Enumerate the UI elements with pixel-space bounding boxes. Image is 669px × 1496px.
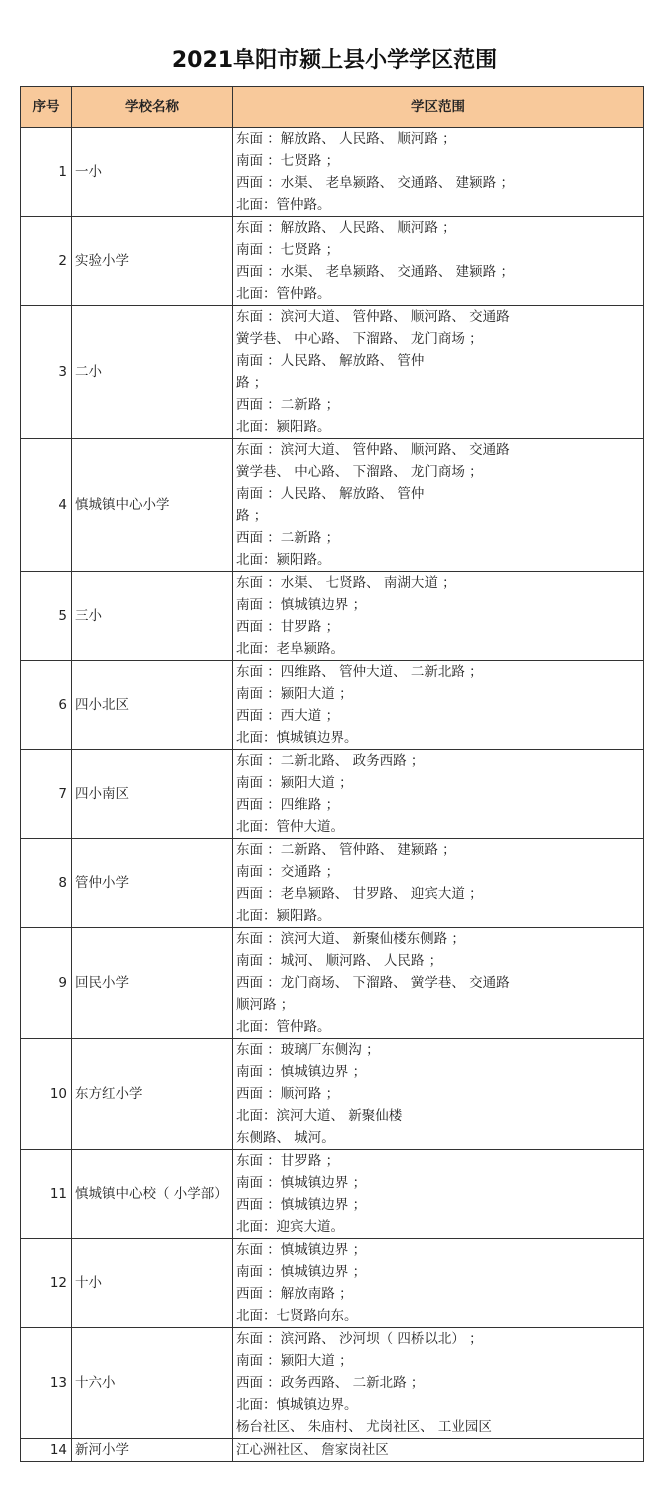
district-line: 南面 ：慎城镇边界 ； [236,1175,367,1191]
district-line: 西面 ：水渠、 老阜颍路、 交通路、 建颍路 ； [236,264,514,280]
district-line: 北面：七贤路向东。 [236,1308,358,1324]
district-line: 北面：管仲路。 [236,197,331,213]
table-row [21,306,644,439]
district-line: 西面 ：甘罗路 ； [236,619,340,635]
table-row [21,1328,644,1439]
school-name: 四小南区 [72,750,233,839]
district-line: 江心洲社区、 詹家岗社区 [236,1442,389,1458]
table-row [21,928,644,1039]
table-row [21,839,644,928]
district-range [233,572,644,661]
district-line: 东面 ：慎城镇边界 ； [236,1242,367,1258]
district-line: 东面 ：玻璃厂东侧沟 ； [236,1042,380,1058]
district-line: 黉学巷、 中心路、 下溜路、 龙门商场 ； [236,464,483,480]
district-line: 杨台社区、 朱庙村、 尤岗社区、 工业园区 [236,1419,492,1435]
district-range [233,217,644,306]
district-line: 西面 ：二新路 ； [236,530,340,546]
district-line: 西面 ：老阜颍路、 甘罗路、 迎宾大道 ； [236,886,483,902]
district-line: 北面：迎宾大道。 [236,1219,344,1235]
district-line: 东面 ：解放路、 人民路、 顺河路 ； [236,131,456,147]
table-row [21,572,644,661]
header-district-range: 学区范围 [233,87,644,128]
district-line: 路 ； [236,508,268,524]
district-line: 南面 ：城河、 顺河路、 人民路 ； [236,953,443,969]
district-range [233,439,644,572]
district-range [233,1039,644,1150]
row-number: 3 [21,306,72,439]
district-line: 黉学巷、 中心路、 下溜路、 龙门商场 ； [236,331,483,347]
table-row [21,217,644,306]
district-line: 北面：慎城镇边界。 [236,1397,358,1413]
district-line: 东面 ：水渠、 七贤路、 南湖大道 ； [236,575,456,591]
district-line: 北面：管仲大道。 [236,819,344,835]
district-line: 东面 ：二新北路、 政务西路 ； [236,753,425,769]
district-line: 北面：颍阳路。 [236,419,331,435]
district-line: 东面 ：解放路、 人民路、 顺河路 ； [236,220,456,236]
district-line: 东面 ：滨河大道、 管仲路、 顺河路、 交通路 [236,442,510,458]
district-line: 北面：管仲路。 [236,286,331,302]
district-line: 西面 ：四维路 ； [236,797,340,813]
district-line: 北面：颍阳路。 [236,908,331,924]
district-line: 南面 ：颍阳大道 ； [236,686,353,702]
district-line: 东面 ：二新路、 管仲路、 建颍路 ； [236,842,456,858]
school-name: 实验小学 [72,217,233,306]
row-number: 4 [21,439,72,572]
district-line: 东面 ：四维路、 管仲大道、 二新北路 ； [236,664,483,680]
school-name: 一小 [72,128,233,217]
table-row [21,1439,644,1462]
district-line: 东面 ：滨河路、 沙河坝（ 四桥以北） ； [236,1331,483,1347]
row-number: 2 [21,217,72,306]
table-row [21,1150,644,1239]
district-range [233,1150,644,1239]
school-name: 三小 [72,572,233,661]
district-line: 北面：慎城镇边界。 [236,730,358,746]
school-name: 慎城镇中心校（ 小学部） [72,1150,233,1239]
row-number: 7 [21,750,72,839]
school-name: 二小 [72,306,233,439]
district-line: 东面 ：滨河大道、 管仲路、 顺河路、 交通路 [236,309,510,325]
district-line: 南面 ：慎城镇边界 ； [236,1064,367,1080]
district-line: 南面 ：七贤路 ； [236,242,340,258]
district-line: 东面 ：滨河大道、 新聚仙楼东侧路 ； [236,931,465,947]
district-line: 北面：管仲路。 [236,1019,331,1035]
district-line: 南面 ：慎城镇边界 ； [236,1264,367,1280]
district-range [233,839,644,928]
row-number: 14 [21,1439,72,1462]
table-row [21,661,644,750]
district-line: 西面 ：解放南路 ； [236,1286,353,1302]
table-row [21,750,644,839]
district-line: 南面 ：七贤路 ； [236,153,340,169]
table-row [21,1239,644,1328]
district-line: 西面 ：西大道 ； [236,708,340,724]
district-line: 南面 ：人民路、 解放路、 管仲 [236,486,425,502]
district-line: 西面 ：政务西路、 二新北路 ； [236,1375,425,1391]
district-line: 南面 ：交通路 ； [236,864,340,880]
row-number: 11 [21,1150,72,1239]
district-line: 南面 ：颍阳大道 ； [236,775,353,791]
district-line: 西面 ：龙门商场、 下溜路、 黉学巷、 交通路 [236,975,510,991]
school-name: 管仲小学 [72,839,233,928]
row-number: 13 [21,1328,72,1439]
table-header-row [21,87,644,128]
header-no: 序号 [21,87,72,128]
district-line: 东面 ：甘罗路 ； [236,1153,340,1169]
row-number: 10 [21,1039,72,1150]
row-number: 6 [21,661,72,750]
row-number: 8 [21,839,72,928]
school-name: 慎城镇中心小学 [72,439,233,572]
row-number: 12 [21,1239,72,1328]
district-line: 东侧路、 城河。 [236,1130,335,1146]
district-line: 西面 ：慎城镇边界 ； [236,1197,367,1213]
district-range [233,928,644,1039]
district-line: 路 ； [236,375,268,391]
district-range [233,750,644,839]
district-line: 顺河路 ； [236,997,295,1013]
district-line: 北面：老阜颍路。 [236,641,344,657]
district-range [233,661,644,750]
district-range [233,306,644,439]
row-number: 5 [21,572,72,661]
table-row [21,1039,644,1150]
district-line: 南面 ：人民路、 解放路、 管仲 [236,353,425,369]
district-line: 北面：颍阳路。 [236,552,331,568]
school-name: 东方红小学 [72,1039,233,1150]
district-line: 南面 ：颍阳大道 ； [236,1353,353,1369]
district-line: 西面 ：水渠、 老阜颍路、 交通路、 建颍路 ； [236,175,514,191]
school-name: 新河小学 [72,1439,233,1462]
table-row [21,128,644,217]
district-line: 北面：滨河大道、 新聚仙楼 [236,1108,403,1124]
district-line: 西面 ：顺河路 ； [236,1086,340,1102]
district-range [233,1328,644,1439]
page-title: 2021阜阳市颍上县小学学区范围 [171,48,498,73]
school-district-table [20,86,644,1462]
school-name: 回民小学 [72,928,233,1039]
district-line: 西面 ：二新路 ； [236,397,340,413]
row-number: 9 [21,928,72,1039]
district-line: 南面 ：慎城镇边界 ； [236,597,367,613]
school-name: 四小北区 [72,661,233,750]
school-name: 十小 [72,1239,233,1328]
district-range [233,128,644,217]
table-row [21,439,644,572]
district-range [233,1239,644,1328]
header-school-name: 学校名称 [72,87,233,128]
district-range [233,1439,644,1462]
school-name: 十六小 [72,1328,233,1439]
row-number: 1 [21,128,72,217]
